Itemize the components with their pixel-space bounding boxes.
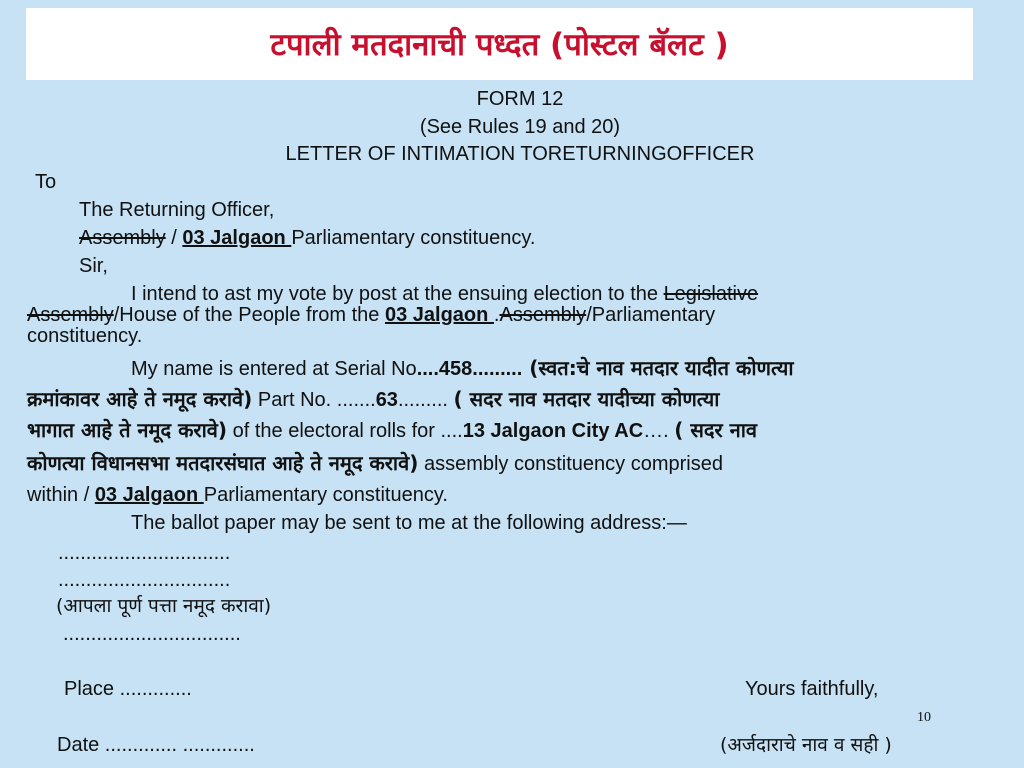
para2-line1 (131, 356, 794, 381)
assembly-struck-2: Assembly (27, 304, 114, 326)
constituency-line (79, 226, 536, 250)
slide-number: 10 (917, 710, 931, 725)
part-label: Part No. ....... (252, 389, 376, 411)
serial-number: ....458......... (416, 358, 523, 380)
salutation: Sir, (79, 255, 108, 277)
part-number: 63 (375, 389, 398, 411)
marathi-note-2: क्रमांकावर आहे ते नमूद करावे) (27, 387, 253, 411)
para2-constituency: 03 Jalgaon (94, 484, 204, 506)
para2-parl: Parliamentary constituency. (203, 484, 448, 506)
assembly-struck: Assembly (79, 227, 166, 249)
address-line-2: ............................... (58, 569, 231, 591)
to-label: To (35, 171, 57, 193)
rolls-dots: …. (643, 420, 675, 442)
para3: The ballot paper may be sent to me at the following address:— (131, 512, 687, 534)
closing-line: Yours faithfully, (745, 678, 879, 700)
assembly-text: assembly constituency comprised (418, 453, 723, 475)
para1-constituency: 03 Jalgaon (384, 304, 494, 326)
marathi-note-6: कोणत्या विधानसभा मतदारसंघात आहे ते नमूद करावे) (27, 451, 419, 475)
parl-constituency: Parliamentary constituency. (291, 227, 536, 249)
within-text: within / (27, 484, 95, 506)
constituency-name: 03 Jalgaon (182, 227, 292, 249)
para2-line2 (27, 387, 719, 412)
para1-line3: constituency. (27, 325, 143, 347)
marathi-note-5: ( सदर नाव (674, 418, 758, 442)
address-note: (आपला पूर्ण पत्ता नमूद करावा) (56, 595, 272, 617)
page-title: टपाली मतदानाची पध्दत (पोस्टल बॅलट ) (270, 27, 729, 63)
assembly-constituency: 13 Jalgaon City AC (462, 420, 644, 442)
address-line-1: ............................... (58, 542, 231, 564)
place-line: Place ............. (64, 678, 192, 700)
assembly-struck-3: Assembly (499, 304, 587, 326)
marathi-note-1: (स्वत:चे नाव मतदार यादीत कोणत्या (522, 356, 794, 380)
form-rules: (See Rules 19 and 20) (419, 116, 621, 138)
para2-text-a: My name is entered at Serial No (131, 358, 417, 380)
form-number: FORM 12 (476, 88, 564, 110)
rolls-text: of the electoral rolls for .... (227, 420, 463, 442)
officer-line: The Returning Officer, (79, 199, 275, 221)
slash: / (165, 227, 183, 249)
para2-line4 (27, 451, 723, 476)
para1-text-c: /Parliamentary (586, 304, 716, 326)
marathi-note-3: ( सदर नाव मतदार यादीच्या कोणत्या (453, 387, 720, 411)
para1-dot: . (493, 304, 500, 326)
part-dots: ......... (397, 389, 454, 411)
para2-line3 (27, 418, 757, 443)
address-line-3: ................................ (63, 623, 241, 645)
marathi-note-4: भागात आहे ते नमूद करावे) (27, 418, 228, 442)
para1-text-b: /House of the People from the (113, 304, 385, 326)
signature-line: (अर्जदाराचे नाव व सही ) (720, 734, 892, 756)
form-heading: LETTER OF INTIMATION TORETURNINGOFFICER (285, 143, 755, 165)
para1-text-a: I intend to ast my vote by post at the ensuing election to the (131, 283, 664, 305)
legislative-struck: Legislative (663, 283, 759, 305)
title-banner (26, 8, 973, 80)
para2-line5 (27, 483, 448, 507)
date-line: Date ............. ............. (57, 734, 255, 756)
